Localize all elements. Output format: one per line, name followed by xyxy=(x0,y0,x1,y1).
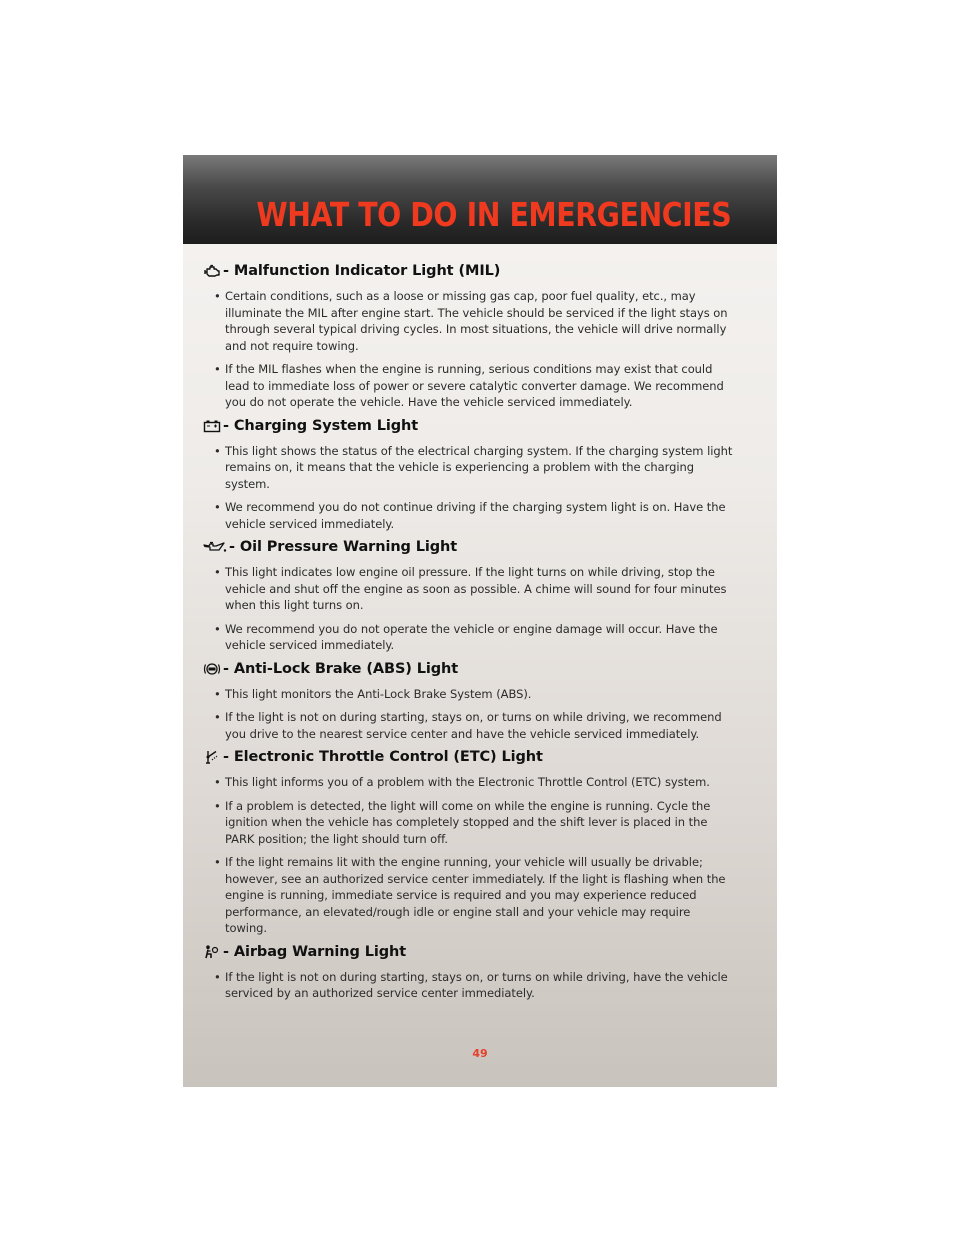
list-item: • If a problem is detected, the light will come on while the engine is running. Cycle the ignition when the vehicle has completely stopped and the shift lever is placed in the PARK position; the light should turn off. xyxy=(203,798,735,848)
section-heading xyxy=(203,661,735,677)
section-etc xyxy=(203,749,735,937)
section-heading xyxy=(203,539,735,555)
list-item: • This light shows the status of the electrical charging system. If the charging system light remains on, it means that the vehicle is experiencing a problem with the charging system. xyxy=(203,443,735,493)
section-heading-text: - Electronic Throttle Control (ETC) Light xyxy=(223,749,543,765)
manual-page xyxy=(183,155,777,1087)
list-item: • If the light remains lit with the engine running, your vehicle will usually be drivable; however, see an authorized service center immediately. If the light is flashing when the engine is running, immediate service is required and you may experience reduced performance, an elevated/rough idle or engine stall and your vehicle may require towing. xyxy=(203,854,735,937)
section-heading-text: - Oil Pressure Warning Light xyxy=(229,539,458,555)
section-airbag xyxy=(203,944,735,1002)
section-heading-text: - Charging System Light xyxy=(223,417,419,434)
section-banner xyxy=(183,155,777,244)
list-item: • Certain conditions, such as a loose or missing gas cap, poor fuel quality, etc., may illuminate the MIL after engine start. The vehicle should be serviced if the light stays on through several typical driving cycles. In most situations, the vehicle will drive normally and not require towing. xyxy=(203,288,735,354)
section-heading xyxy=(203,418,735,434)
list-item: • This light monitors the Anti-Lock Brake System (ABS). xyxy=(203,686,735,703)
section-charging xyxy=(203,418,735,533)
list-item: • We recommend you do not continue driving if the charging system light is on. Have the vehicle serviced immediately. xyxy=(203,499,735,532)
oil-can-icon xyxy=(203,540,227,554)
abs-icon xyxy=(203,662,221,676)
section-heading xyxy=(203,263,735,279)
list-item: • We recommend you do not operate the vehicle or engine damage will occur. Have the vehicle serviced immediately. xyxy=(203,621,735,654)
page-content xyxy=(203,263,735,1009)
section-mil xyxy=(203,263,735,411)
airbag-icon xyxy=(203,945,221,959)
section-oil-pressure xyxy=(203,539,735,654)
section-heading xyxy=(203,944,735,960)
throttle-icon xyxy=(203,750,221,764)
list-item: • If the MIL flashes when the engine is running, serious conditions may exist that could lead to immediate loss of power or severe catalytic converter damage. We recommend you do not operate the vehicle. Have the vehicle serviced immediately. xyxy=(203,361,735,411)
engine-icon xyxy=(203,264,221,278)
list-item: • If the light is not on during starting, stays on, or turns on while driving, we recommend you drive to the nearest service center and have the vehicle serviced immediately. xyxy=(203,709,735,742)
section-heading-text: - Malfunction Indicator Light (MIL) xyxy=(223,263,501,279)
list-item: • This light informs you of a problem with the Electronic Throttle Control (ETC) system. xyxy=(203,774,735,791)
page-number: 49 xyxy=(472,1047,488,1060)
section-heading-text: - Airbag Warning Light xyxy=(223,943,407,960)
section-heading-text: - Anti-Lock Brake (ABS) Light xyxy=(223,660,459,677)
list-item: • If the light is not on during starting, stays on, or turns on while driving, have the vehicle serviced by an authorized service center immediately. xyxy=(203,969,735,1002)
section-abs xyxy=(203,661,735,743)
banner-title: WHAT TO DO IN EMERGENCIES xyxy=(256,195,731,234)
section-heading xyxy=(203,749,735,765)
battery-icon xyxy=(203,419,221,433)
list-item: • This light indicates low engine oil pressure. If the light turns on while driving, stop the vehicle and shut off the engine as soon as possible. A chime will sound for four minutes when this light turns on. xyxy=(203,564,735,614)
